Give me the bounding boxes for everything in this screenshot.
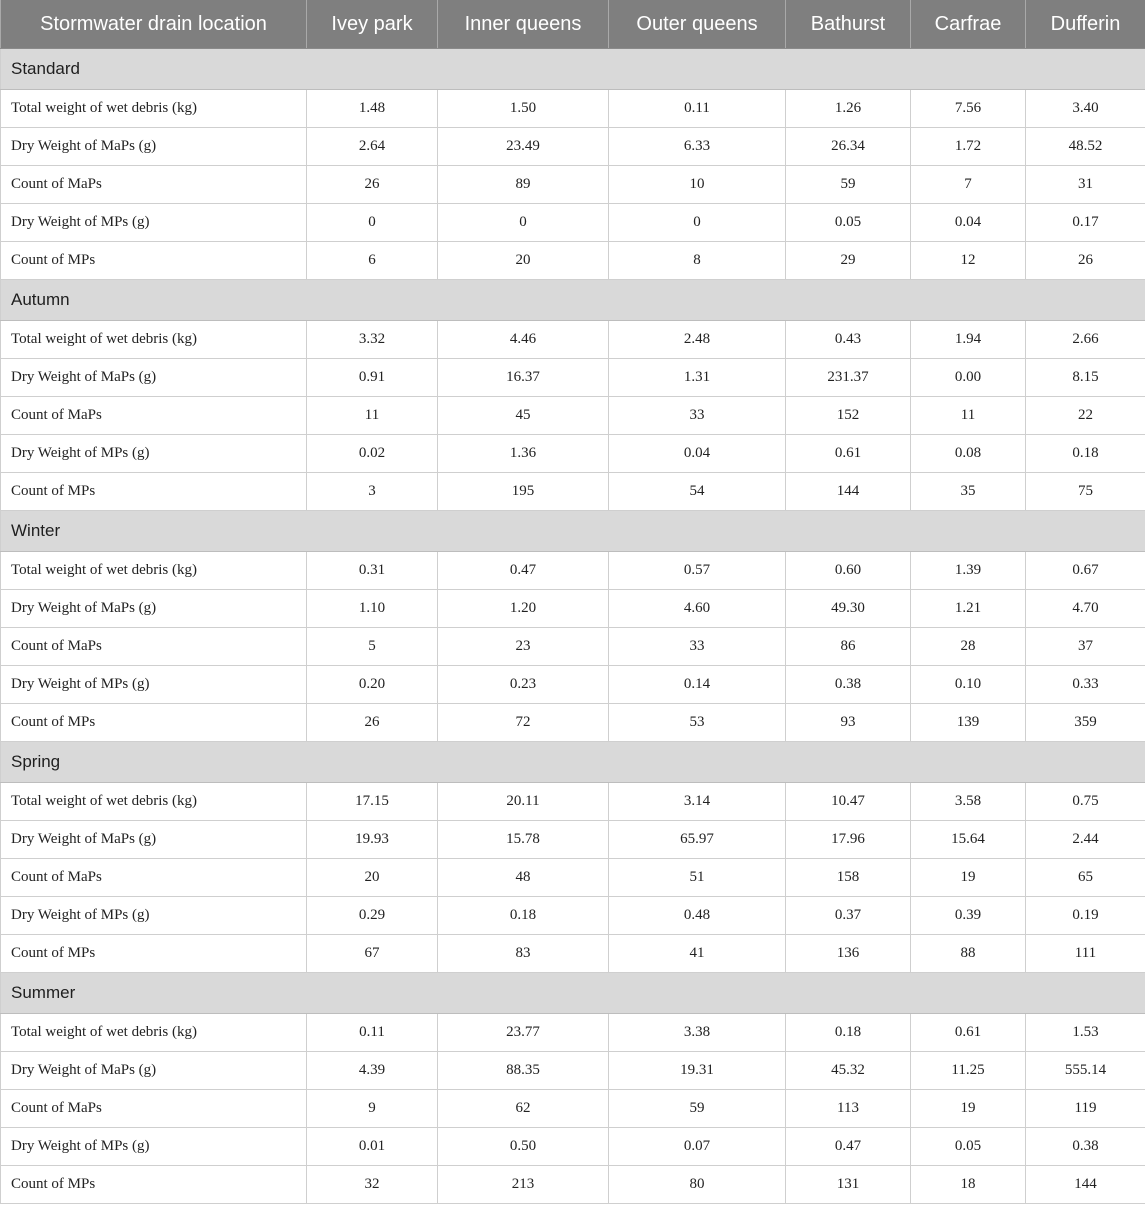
table-cell: 0.04	[609, 435, 786, 473]
row-label: Dry Weight of MPs (g)	[1, 1128, 307, 1166]
table-cell: 83	[438, 935, 609, 973]
row-label: Dry Weight of MPs (g)	[1, 666, 307, 704]
row-label: Count of MaPs	[1, 859, 307, 897]
table-cell: 1.10	[307, 590, 438, 628]
table-cell: 0.48	[609, 897, 786, 935]
table-cell: 88	[911, 935, 1026, 973]
table-cell: 62	[438, 1090, 609, 1128]
table-cell: 65.97	[609, 821, 786, 859]
table-cell: 0.47	[786, 1128, 911, 1166]
table-row	[1, 166, 1145, 204]
row-label: Dry Weight of MPs (g)	[1, 204, 307, 242]
table-cell: 26.34	[786, 128, 911, 166]
row-label: Count of MaPs	[1, 166, 307, 204]
table-cell: 0.00	[911, 359, 1026, 397]
table-cell: 0.05	[786, 204, 911, 242]
table-cell: 111	[1026, 935, 1145, 973]
table-row	[1, 666, 1145, 704]
table-row	[1, 704, 1145, 742]
table-cell: 1.21	[911, 590, 1026, 628]
table-cell: 23.77	[438, 1014, 609, 1052]
table-cell: 26	[307, 166, 438, 204]
section-header-row	[1, 511, 1145, 552]
table-row	[1, 783, 1145, 821]
section-title: Autumn	[1, 280, 1145, 321]
column-header-carfrae: Carfrae	[911, 0, 1026, 49]
table-cell: 4.60	[609, 590, 786, 628]
table-cell: 28	[911, 628, 1026, 666]
table-cell: 53	[609, 704, 786, 742]
column-header-bathurst: Bathurst	[786, 0, 911, 49]
section-header-row	[1, 742, 1145, 783]
table-row	[1, 473, 1145, 511]
table-cell: 59	[609, 1090, 786, 1128]
table-cell: 80	[609, 1166, 786, 1204]
table-row	[1, 897, 1145, 935]
section-header-row	[1, 49, 1145, 90]
table-cell: 0	[438, 204, 609, 242]
table-cell: 113	[786, 1090, 911, 1128]
table-row	[1, 552, 1145, 590]
table-cell: 1.31	[609, 359, 786, 397]
section-title: Summer	[1, 973, 1145, 1014]
table-row	[1, 128, 1145, 166]
section-header-row	[1, 280, 1145, 321]
table-header	[1, 0, 1145, 49]
table-cell: 16.37	[438, 359, 609, 397]
table-cell: 41	[609, 935, 786, 973]
row-label: Total weight of wet debris (kg)	[1, 552, 307, 590]
table-cell: 10	[609, 166, 786, 204]
section-header-row	[1, 973, 1145, 1014]
section-title: Winter	[1, 511, 1145, 552]
table-cell: 2.64	[307, 128, 438, 166]
row-label: Count of MPs	[1, 473, 307, 511]
row-label: Dry Weight of MaPs (g)	[1, 590, 307, 628]
table-cell: 20	[438, 242, 609, 280]
table-cell: 1.50	[438, 90, 609, 128]
table-cell: 231.37	[786, 359, 911, 397]
table-cell: 20.11	[438, 783, 609, 821]
column-header-dufferin: Dufferin	[1026, 0, 1145, 49]
table-cell: 33	[609, 628, 786, 666]
table-cell: 8.15	[1026, 359, 1145, 397]
table-cell: 136	[786, 935, 911, 973]
table-cell: 0.11	[609, 90, 786, 128]
table-cell: 0.61	[911, 1014, 1026, 1052]
table-row	[1, 1090, 1145, 1128]
table-row	[1, 397, 1145, 435]
table-cell: 49.30	[786, 590, 911, 628]
row-label: Dry Weight of MPs (g)	[1, 897, 307, 935]
row-label: Total weight of wet debris (kg)	[1, 321, 307, 359]
table-cell: 37	[1026, 628, 1145, 666]
table-cell: 1.48	[307, 90, 438, 128]
table-cell: 3.38	[609, 1014, 786, 1052]
table-cell: 4.70	[1026, 590, 1145, 628]
table-cell: 51	[609, 859, 786, 897]
table-cell: 0.01	[307, 1128, 438, 1166]
table-cell: 9	[307, 1090, 438, 1128]
table-cell: 131	[786, 1166, 911, 1204]
table-body	[1, 49, 1145, 1204]
table-cell: 23.49	[438, 128, 609, 166]
table-row	[1, 935, 1145, 973]
table-row	[1, 90, 1145, 128]
table-cell: 0.75	[1026, 783, 1145, 821]
table-row	[1, 1166, 1145, 1204]
row-label: Dry Weight of MaPs (g)	[1, 1052, 307, 1090]
table-cell: 67	[307, 935, 438, 973]
row-label: Dry Weight of MaPs (g)	[1, 821, 307, 859]
table-cell: 1.36	[438, 435, 609, 473]
table-cell: 2.44	[1026, 821, 1145, 859]
table-cell: 0.10	[911, 666, 1026, 704]
table-cell: 19.93	[307, 821, 438, 859]
table-cell: 0.18	[1026, 435, 1145, 473]
table-cell: 2.66	[1026, 321, 1145, 359]
table-cell: 144	[1026, 1166, 1145, 1204]
table-cell: 0.14	[609, 666, 786, 704]
header-row	[1, 0, 1145, 49]
table-cell: 119	[1026, 1090, 1145, 1128]
table-cell: 152	[786, 397, 911, 435]
table-row	[1, 1052, 1145, 1090]
table-cell: 1.94	[911, 321, 1026, 359]
table-cell: 75	[1026, 473, 1145, 511]
section-title: Standard	[1, 49, 1145, 90]
table-cell: 0.33	[1026, 666, 1145, 704]
row-label: Dry Weight of MaPs (g)	[1, 359, 307, 397]
section-title: Spring	[1, 742, 1145, 783]
table-row	[1, 590, 1145, 628]
table-cell: 0.07	[609, 1128, 786, 1166]
table-cell: 45	[438, 397, 609, 435]
table-cell: 0.91	[307, 359, 438, 397]
table-cell: 0.20	[307, 666, 438, 704]
table-cell: 0.50	[438, 1128, 609, 1166]
table-row	[1, 435, 1145, 473]
table-cell: 0.31	[307, 552, 438, 590]
table-cell: 10.47	[786, 783, 911, 821]
table-cell: 0.23	[438, 666, 609, 704]
table-row	[1, 859, 1145, 897]
table-cell: 33	[609, 397, 786, 435]
table-cell: 23	[438, 628, 609, 666]
table-cell: 11	[307, 397, 438, 435]
table-cell: 1.72	[911, 128, 1026, 166]
table-cell: 22	[1026, 397, 1145, 435]
table-cell: 0.29	[307, 897, 438, 935]
table-cell: 72	[438, 704, 609, 742]
table-cell: 3.14	[609, 783, 786, 821]
table-cell: 17.15	[307, 783, 438, 821]
table-cell: 3	[307, 473, 438, 511]
table-cell: 15.64	[911, 821, 1026, 859]
table-cell: 19	[911, 1090, 1026, 1128]
table-cell: 1.26	[786, 90, 911, 128]
column-header-inner-queens: Inner queens	[438, 0, 609, 49]
table-cell: 26	[1026, 242, 1145, 280]
table-cell: 31	[1026, 166, 1145, 204]
table-cell: 26	[307, 704, 438, 742]
row-label: Total weight of wet debris (kg)	[1, 783, 307, 821]
table-cell: 48	[438, 859, 609, 897]
table-cell: 3.58	[911, 783, 1026, 821]
table-cell: 88.35	[438, 1052, 609, 1090]
table-row	[1, 204, 1145, 242]
table-cell: 45.32	[786, 1052, 911, 1090]
table-cell: 12	[911, 242, 1026, 280]
table-cell: 0.11	[307, 1014, 438, 1052]
table-cell: 59	[786, 166, 911, 204]
table-cell: 4.46	[438, 321, 609, 359]
table-cell: 17.96	[786, 821, 911, 859]
table-cell: 1.39	[911, 552, 1026, 590]
table-cell: 5	[307, 628, 438, 666]
table-cell: 555.14	[1026, 1052, 1145, 1090]
table-cell: 3.40	[1026, 90, 1145, 128]
row-label: Count of MaPs	[1, 397, 307, 435]
table-cell: 0.04	[911, 204, 1026, 242]
table-cell: 86	[786, 628, 911, 666]
table-row	[1, 242, 1145, 280]
table-cell: 0.19	[1026, 897, 1145, 935]
table-cell: 6	[307, 242, 438, 280]
row-label: Count of MaPs	[1, 628, 307, 666]
table-cell: 0.02	[307, 435, 438, 473]
table-cell: 0.60	[786, 552, 911, 590]
table-cell: 0	[609, 204, 786, 242]
table-cell: 3.32	[307, 321, 438, 359]
table-cell: 93	[786, 704, 911, 742]
table-cell: 8	[609, 242, 786, 280]
table-cell: 0.61	[786, 435, 911, 473]
table-cell: 65	[1026, 859, 1145, 897]
table-cell: 213	[438, 1166, 609, 1204]
table-cell: 0.05	[911, 1128, 1026, 1166]
table-cell: 2.48	[609, 321, 786, 359]
table-cell: 195	[438, 473, 609, 511]
table-cell: 0.57	[609, 552, 786, 590]
table-cell: 0.08	[911, 435, 1026, 473]
table-cell: 1.20	[438, 590, 609, 628]
row-label: Count of MPs	[1, 1166, 307, 1204]
table-cell: 48.52	[1026, 128, 1145, 166]
table-cell: 89	[438, 166, 609, 204]
table-cell: 0.18	[438, 897, 609, 935]
table-cell: 0.17	[1026, 204, 1145, 242]
table-cell: 6.33	[609, 128, 786, 166]
row-label: Dry Weight of MPs (g)	[1, 435, 307, 473]
table-cell: 1.53	[1026, 1014, 1145, 1052]
row-label: Total weight of wet debris (kg)	[1, 1014, 307, 1052]
table-cell: 11	[911, 397, 1026, 435]
table-cell: 11.25	[911, 1052, 1026, 1090]
table-cell: 29	[786, 242, 911, 280]
table-cell: 0.18	[786, 1014, 911, 1052]
table-cell: 19	[911, 859, 1026, 897]
row-label: Count of MPs	[1, 242, 307, 280]
row-label: Count of MPs	[1, 935, 307, 973]
column-header-location: Stormwater drain location	[1, 0, 307, 49]
table-cell: 15.78	[438, 821, 609, 859]
table-cell: 0.38	[1026, 1128, 1145, 1166]
table-cell: 18	[911, 1166, 1026, 1204]
table-row	[1, 821, 1145, 859]
table-cell: 4.39	[307, 1052, 438, 1090]
table-cell: 0.67	[1026, 552, 1145, 590]
table-cell: 0.39	[911, 897, 1026, 935]
table-cell: 139	[911, 704, 1026, 742]
table-cell: 32	[307, 1166, 438, 1204]
column-header-ivey-park: Ivey park	[307, 0, 438, 49]
table-cell: 7.56	[911, 90, 1026, 128]
row-label: Count of MPs	[1, 704, 307, 742]
table-cell: 158	[786, 859, 911, 897]
table-row	[1, 1128, 1145, 1166]
table-cell: 0	[307, 204, 438, 242]
column-header-outer-queens: Outer queens	[609, 0, 786, 49]
table-cell: 359	[1026, 704, 1145, 742]
table-cell: 20	[307, 859, 438, 897]
table-cell: 7	[911, 166, 1026, 204]
table-row	[1, 359, 1145, 397]
row-label: Count of MaPs	[1, 1090, 307, 1128]
table-cell: 0.43	[786, 321, 911, 359]
table-row	[1, 628, 1145, 666]
table-cell: 35	[911, 473, 1026, 511]
row-label: Total weight of wet debris (kg)	[1, 90, 307, 128]
row-label: Dry Weight of MaPs (g)	[1, 128, 307, 166]
table-cell: 19.31	[609, 1052, 786, 1090]
table-cell: 0.47	[438, 552, 609, 590]
table-row	[1, 1014, 1145, 1052]
table-cell: 0.38	[786, 666, 911, 704]
table-row	[1, 321, 1145, 359]
table-cell: 0.37	[786, 897, 911, 935]
table-cell: 54	[609, 473, 786, 511]
table-cell: 144	[786, 473, 911, 511]
